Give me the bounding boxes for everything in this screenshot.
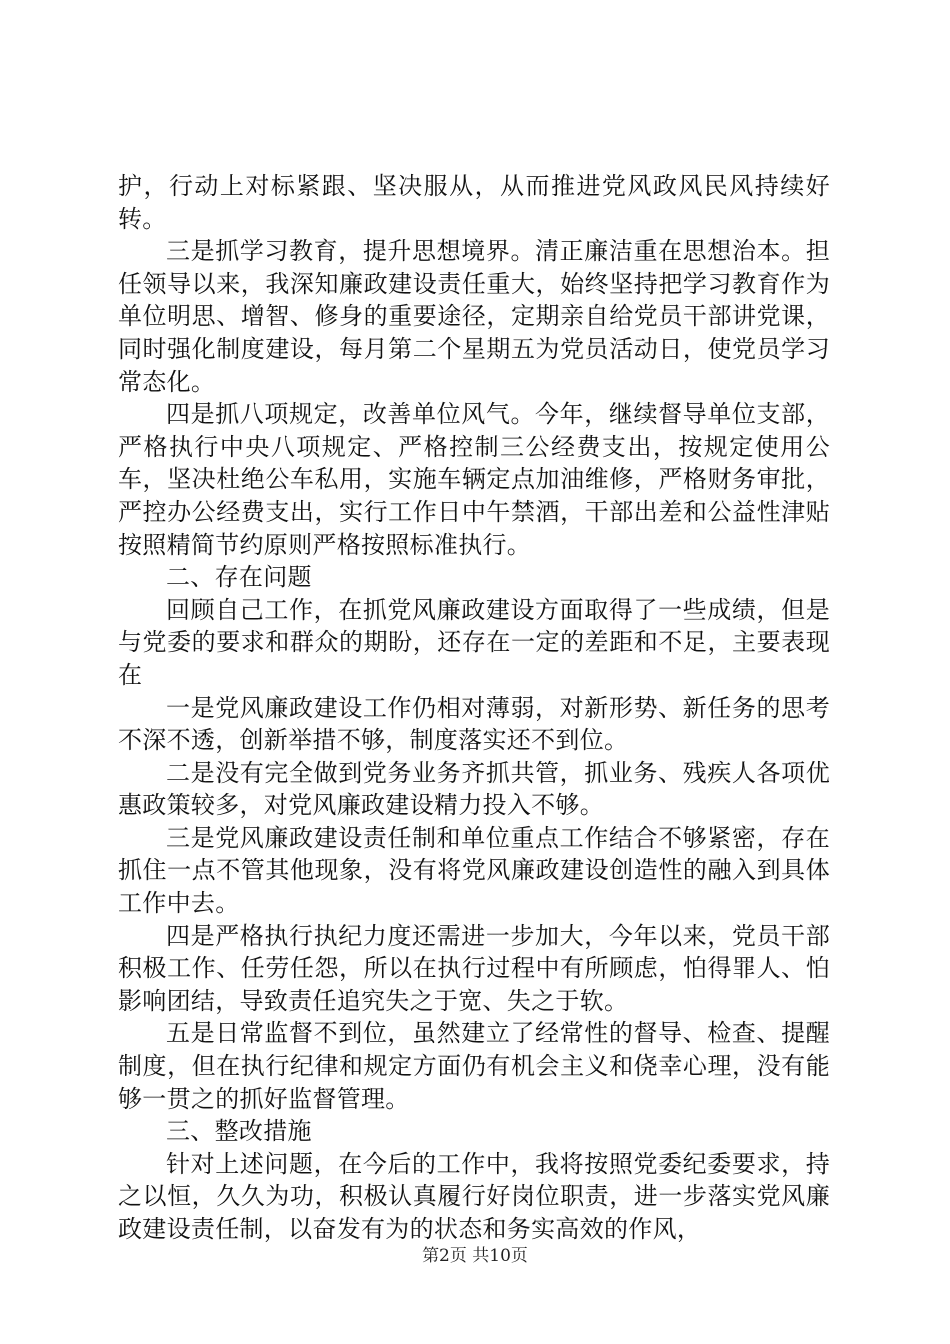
paragraph-problem-two: 二是没有完全做到党务业务齐抓共管，抓业务、残疾人各项优惠政策较多，对党风廉政建设精力投入不够。 [118,758,830,820]
paragraph-problem-four: 四是严格执行执纪力度还需进一步加大，今年以来，党员干部积极工作、任劳任怨，所以在执行过程中有所顾虑，怕得罪人、怕影响团结，导致责任追究失之于宽、失之于软。 [118,921,830,1015]
section-heading-measures: 三、整改措施 [166,1117,312,1146]
section-heading-problems: 二、存在问题 [166,563,312,592]
paragraph-point-three: 三是抓学习教育，提升思想境界。清正廉洁重在思想治本。担任领导以来，我深知廉政建设责任重大，始终坚持把学习教育作为单位明思、增智、修身的重要途径，定期亲自给党员干部讲党课，同时强化制度建设，每月第二个星期五为党员活动日，使党员学习常态化。 [118,237,830,396]
paragraph-problem-three: 三是党风廉政建设责任制和单位重点工作结合不够紧密，存在抓住一点不管其他现象，没有将党风廉政建设创造性的融入到具体工作中去。 [118,823,830,918]
paragraph-measures-intro: 针对上述问题，在今后的工作中，我将按照党委纪委要求，持之以恒，久久为功，积极认真履行好岗位职责，进一步落实党风廉政建设责任制，以奋发有为的状态和务实高效的作风， [118,1149,830,1243]
paragraph-problem-five: 五是日常监督不到位，虽然建立了经常性的督导、检查、提醒制度，但在执行纪律和规定方面仍有机会主义和侥幸心理，没有能够一贯之的抓好监督管理。 [118,1019,830,1113]
document-body [118,170,830,1246]
paragraph-point-four: 四是抓八项规定，改善单位风气。今年，继续督导单位支部，严格执行中央八项规定、严格控制三公经费支出，按规定使用公车，坚决杜绝公车私用，实施车辆定点加油维修，严格财务审批，严控办公经费支出，实行工作日中午禁酒，干部出差和公益性津贴按照精简节约原则严格按照标准执行。 [118,400,830,559]
page-number-footer: 第2页 共10页 [422,1246,528,1266]
paragraph-continuation: 护，行动上对标紧跟、坚决服从，从而推进党风政风民风持续好转。 [118,172,830,233]
paragraph-review: 回顾自己工作，在抓党风廉政建设方面取得了一些成绩，但是与党委的要求和群众的期盼，还存在一定的差距和不足，主要表现在 [118,595,830,689]
paragraph-problem-one: 一是党风廉政建设工作仍相对薄弱，对新形势、新任务的思考不深不透，创新举措不够，制度落实还不到位。 [118,693,830,755]
